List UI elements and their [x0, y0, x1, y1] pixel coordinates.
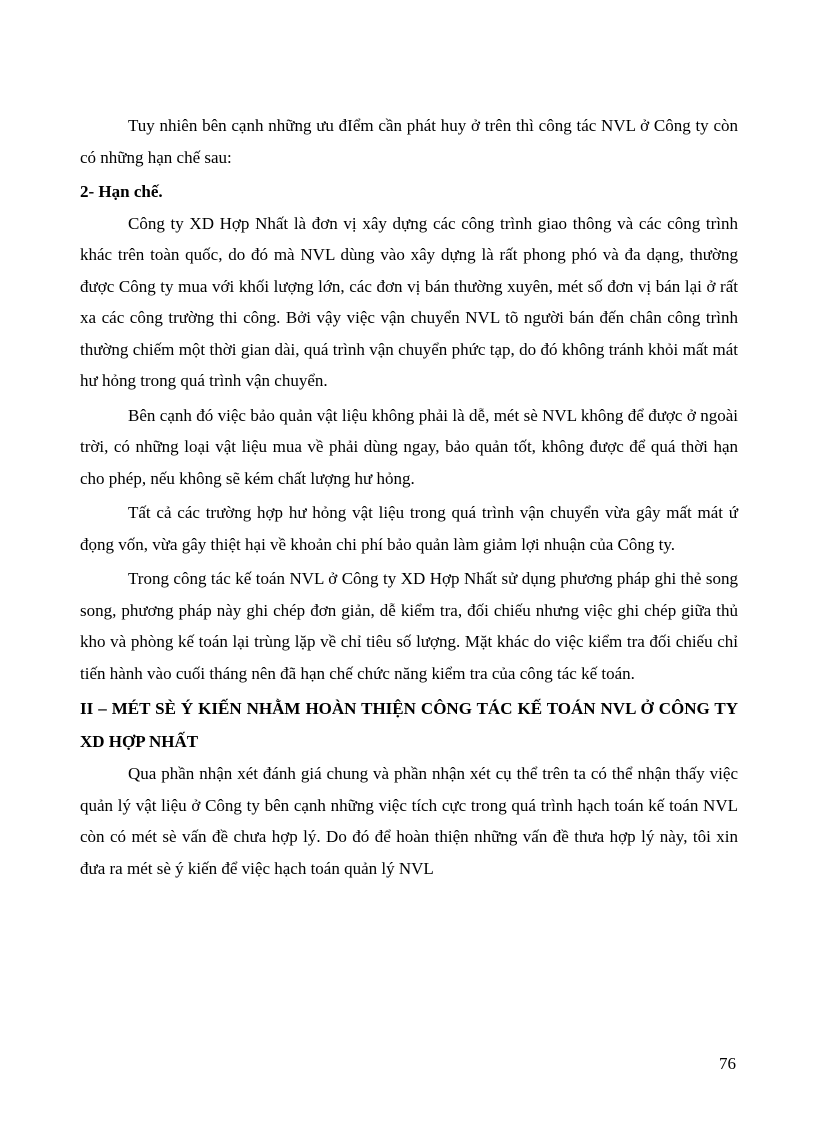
- document-page: [80, 110, 738, 887]
- paragraph-damage: Tất cả các trường hợp hư hỏng vật liệu trong quá trình vận chuyển vừa gây mất mát ứ đọng vốn, vừa gây thiệt hại về khoản chi phí bảo quản làm giảm lợi nhuận của Công ty.: [80, 503, 738, 554]
- section-heading: II – MÉT SÈ Ý KIẾN NHẰM HOÀN THIỆN CÔNG TÁC KẾ TOÁN NVL Ở CÔNG TY XD HỢP NHẤT: [80, 699, 738, 751]
- page-number: 76: [719, 1054, 736, 1073]
- paragraph-intro: Tuy nhiên bên cạnh những ưu đIểm cần phát huy ở trên thì công tác NVL ở Công ty còn có những hạn chế sau:: [80, 116, 738, 167]
- paragraph-storage: Bên cạnh đó việc bảo quản vật liệu không phải là dễ, mét sè NVL không để được ở ngoài trời, có những loại vật liệu mua về phải dùng ngay, bảo quản tốt, không được để quá thời hạn cho phép, nếu không sẽ kém chất lượng hư hỏng.: [80, 405, 738, 488]
- heading-limitations: 2- Hạn chế.: [80, 182, 163, 201]
- paragraph-company-materials: Công ty XD Hợp Nhất là đơn vị xây dựng các công trình giao thông và các công trình khác trên toàn quốc, do đó mà NVL dùng vào xây dựng là rất phong phó và đa dạng, thường được Công ty mua với khối lượng lớn, các đơn vị bán thường xuyên, mét số đơn vị bán lại ở rất xa các công trường thi công. Bởi vậy việc vận chuyển NVL tõ người bán đến chân công trình thường chiếm một thời gian dài, quá trình vận chuyển phức tạp, do đó không tránh khỏi mất mát hư hỏng trong quá trình vận chuyển.: [80, 213, 738, 390]
- paragraph-accounting-method: Trong công tác kế toán NVL ở Công ty XD Hợp Nhất sử dụng phương pháp ghi thẻ song song, phương pháp này ghi chép đơn giản, dễ kiểm tra, đối chiếu nhưng việc ghi chép giữa thủ kho và phòng kế toán lại trùng lặp về chỉ tiêu số lượng. Mặt khác do việc kiểm tra đối chiếu chỉ tiến hành vào cuối tháng nên đã hạn chế chức năng kiểm tra của công tác kế toán.: [80, 569, 738, 683]
- paragraph-recommendations: Qua phần nhận xét đánh giá chung và phần nhận xét cụ thể trên ta có thể nhận thấy việc quản lý vật liệu ở Công ty bên cạnh những việc tích cực trong quá trình hạch toán kế toán NVL còn có mét sè vấn đề chưa hợp lý. Do đó để hoàn thiện những vấn đề thưa hợp lý này, tôi xin đưa ra mét sè ý kiến để việc hạch toán quản lý NVL: [80, 764, 738, 878]
